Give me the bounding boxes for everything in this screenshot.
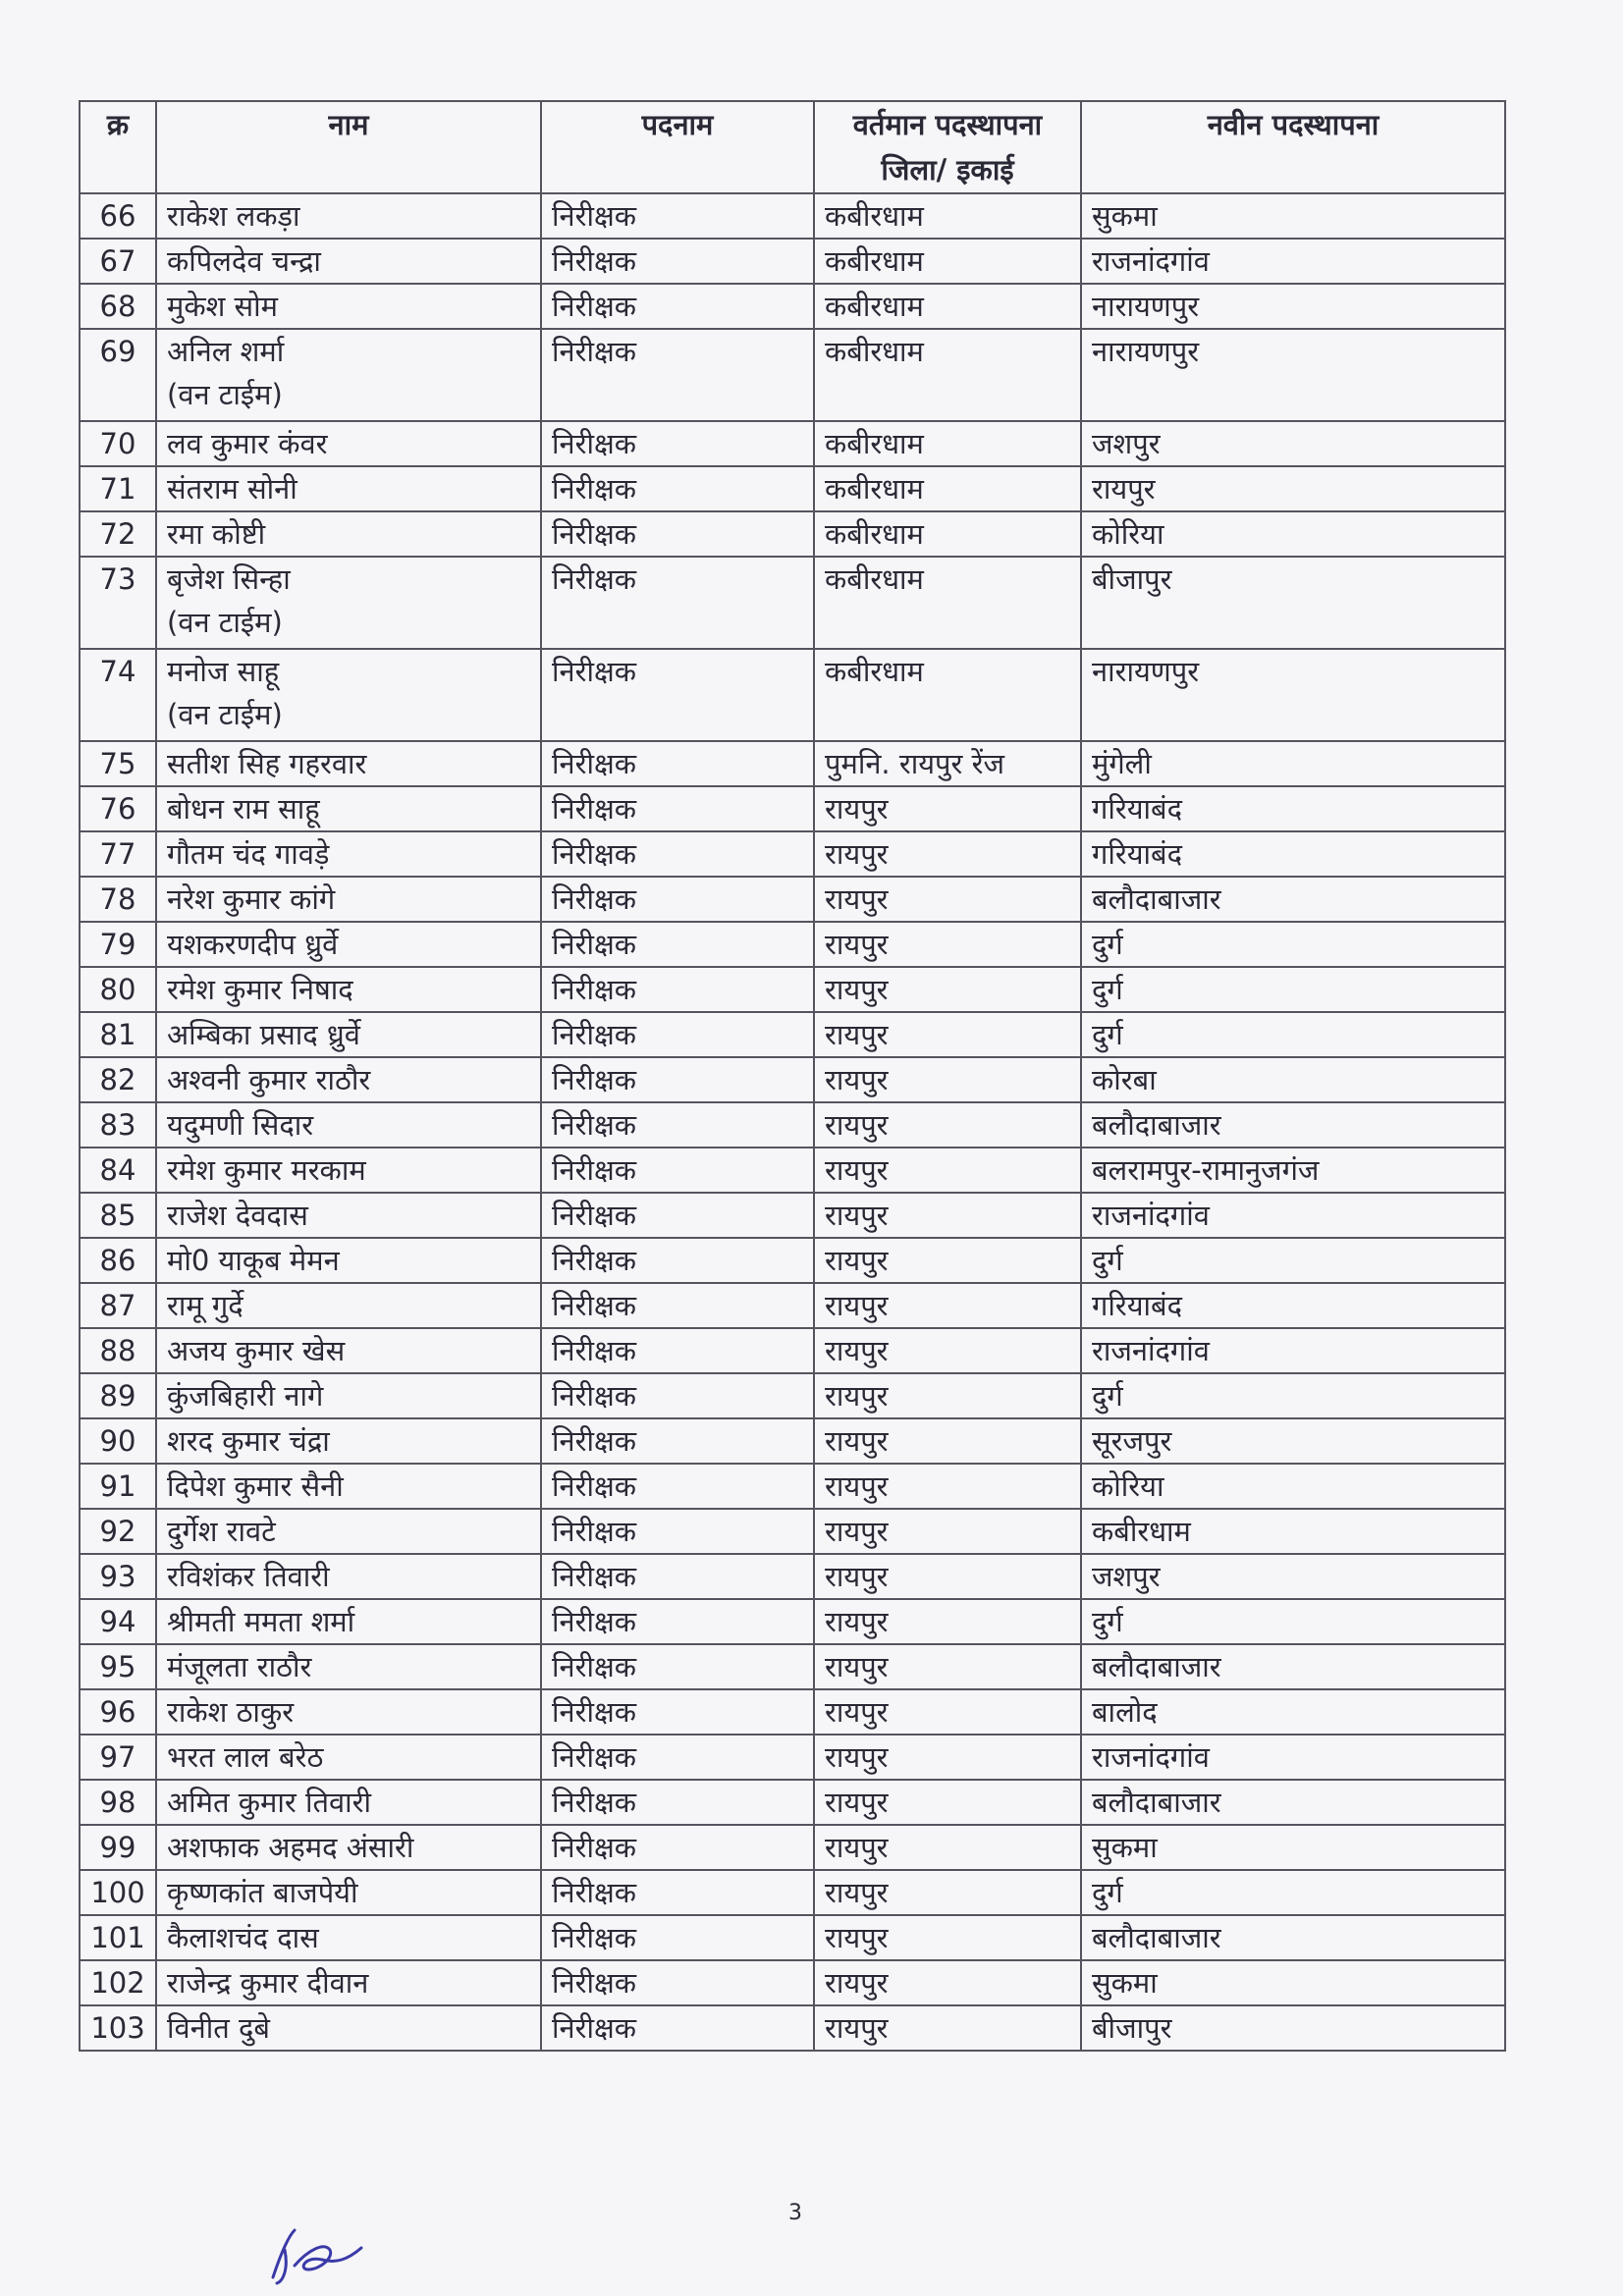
cell-serial: 96 <box>80 1689 156 1735</box>
cell-serial: 68 <box>80 284 156 329</box>
cell-name <box>156 1644 541 1689</box>
cell-designation: निरीक्षक <box>541 967 814 1012</box>
header-designation: पदनाम <box>541 101 814 193</box>
cell-current-posting: कबीरधाम <box>814 284 1081 329</box>
cell-designation: निरीक्षक <box>541 1780 814 1825</box>
cell-current-posting: रायपुर <box>814 831 1081 877</box>
cell-serial: 80 <box>80 967 156 1012</box>
cell-new-posting: दुर्ग <box>1081 1870 1505 1915</box>
cell-current-posting: पुमनि. रायपुर रेंज <box>814 741 1081 786</box>
cell-new-posting: दुर्ग <box>1081 1012 1505 1057</box>
cell-designation: निरीक्षक <box>541 922 814 967</box>
table-row <box>80 1960 1505 2005</box>
table-row <box>80 1418 1505 1464</box>
cell-serial: 86 <box>80 1238 156 1283</box>
cell-new-posting: मुंगेली <box>1081 741 1505 786</box>
cell-serial: 75 <box>80 741 156 786</box>
cell-designation: निरीक्षक <box>541 1012 814 1057</box>
cell-name <box>156 284 541 329</box>
cell-name-line1: मंजूलता राठौर <box>167 1650 312 1683</box>
cell-current-posting: कबीरधाम <box>814 557 1081 649</box>
table-row <box>80 1148 1505 1193</box>
header-serial: क्र <box>80 101 156 193</box>
cell-name <box>156 1960 541 2005</box>
cell-new-posting: गरियाबंद <box>1081 786 1505 831</box>
cell-serial: 90 <box>80 1418 156 1464</box>
cell-current-posting: रायपुर <box>814 1328 1081 1373</box>
cell-current-posting: रायपुर <box>814 1689 1081 1735</box>
cell-designation: निरीक्षक <box>541 1509 814 1554</box>
table-row <box>80 557 1505 649</box>
cell-new-posting: राजनांदगांव <box>1081 1735 1505 1780</box>
cell-name-line1: बोधन राम साहू <box>167 792 320 826</box>
cell-current-posting: रायपुर <box>814 1238 1081 1283</box>
cell-serial: 77 <box>80 831 156 877</box>
cell-name-line1: यशकरणदीप ध्रुर्वे <box>167 928 339 961</box>
cell-current-posting: रायपुर <box>814 1780 1081 1825</box>
cell-designation: निरीक्षक <box>541 1825 814 1870</box>
header-name: नाम <box>156 101 541 193</box>
cell-name-line1: अश्वनी कुमार राठौर <box>167 1063 371 1096</box>
cell-new-posting: सुकमा <box>1081 193 1505 239</box>
cell-serial: 94 <box>80 1599 156 1644</box>
cell-current-posting: रायपुर <box>814 967 1081 1012</box>
cell-name <box>156 1193 541 1238</box>
cell-name-line1: रमा कोष्टी <box>167 517 266 551</box>
cell-designation: निरीक्षक <box>541 2005 814 2051</box>
cell-designation: निरीक्षक <box>541 1870 814 1915</box>
cell-name <box>156 1148 541 1193</box>
cell-name <box>156 421 541 466</box>
cell-designation: निरीक्षक <box>541 1464 814 1509</box>
cell-designation: निरीक्षक <box>541 329 814 421</box>
cell-designation: निरीक्षक <box>541 1238 814 1283</box>
cell-name <box>156 1283 541 1328</box>
cell-serial: 93 <box>80 1554 156 1599</box>
cell-designation: निरीक्षक <box>541 1283 814 1328</box>
cell-designation: निरीक्षक <box>541 511 814 557</box>
cell-current-posting: कबीरधाम <box>814 649 1081 741</box>
cell-name-line1: सतीश सिह गहरवार <box>167 747 367 780</box>
cell-name-line1: भरत लाल बरेठ <box>167 1740 324 1774</box>
cell-current-posting: रायपुर <box>814 786 1081 831</box>
header-current-posting <box>814 101 1081 193</box>
cell-serial: 67 <box>80 239 156 284</box>
cell-new-posting: गरियाबंद <box>1081 831 1505 877</box>
cell-designation: निरीक्षक <box>541 1735 814 1780</box>
cell-name-line2: (वन टाईम) <box>167 378 283 411</box>
cell-designation: निरीक्षक <box>541 193 814 239</box>
cell-designation: निरीक्षक <box>541 1599 814 1644</box>
cell-name <box>156 831 541 877</box>
table-row <box>80 421 1505 466</box>
cell-designation: निरीक्षक <box>541 1644 814 1689</box>
cell-name-line1: रामू गुर्दे <box>167 1289 243 1322</box>
table-row <box>80 1780 1505 1825</box>
table-row <box>80 786 1505 831</box>
cell-name <box>156 649 541 741</box>
cell-current-posting: कबीरधाम <box>814 329 1081 421</box>
cell-name-line1: अम्बिका प्रसाद ध्रुर्वे <box>167 1018 360 1051</box>
cell-name-line1: गौतम चंद गावड़े <box>167 837 330 871</box>
cell-name-line1: कुंजबिहारी नागे <box>167 1379 324 1413</box>
cell-current-posting: कबीरधाम <box>814 511 1081 557</box>
cell-designation: निरीक्षक <box>541 1915 814 1960</box>
cell-current-posting: कबीरधाम <box>814 421 1081 466</box>
cell-name <box>156 1689 541 1735</box>
cell-name-line1: अनिल शर्मा <box>167 335 285 368</box>
cell-current-posting: रायपुर <box>814 1915 1081 1960</box>
cell-name <box>156 329 541 421</box>
cell-name-line1: दुर्गेश रावटे <box>167 1515 276 1548</box>
cell-name-line1: श्रीमती ममता शर्मा <box>167 1605 355 1638</box>
table-row <box>80 1644 1505 1689</box>
cell-current-posting: रायपुर <box>814 1554 1081 1599</box>
cell-new-posting: नारायणपुर <box>1081 329 1505 421</box>
cell-name-line1: दिपेश कुमार सैनी <box>167 1469 344 1503</box>
cell-new-posting: नारायणपुर <box>1081 284 1505 329</box>
cell-current-posting: रायपुर <box>814 1599 1081 1644</box>
cell-name <box>156 1238 541 1283</box>
cell-current-posting: रायपुर <box>814 1373 1081 1418</box>
cell-name-line1: अशफाक अहमद अंसारी <box>167 1831 414 1864</box>
cell-new-posting: बलौदाबाजार <box>1081 877 1505 922</box>
cell-name-line1: शरद कुमार चंद्रा <box>167 1424 330 1458</box>
cell-name <box>156 557 541 649</box>
cell-name <box>156 466 541 511</box>
cell-new-posting: राजनांदगांव <box>1081 1193 1505 1238</box>
cell-name <box>156 1418 541 1464</box>
cell-serial: 98 <box>80 1780 156 1825</box>
cell-new-posting: बलरामपुर-रामानुजगंज <box>1081 1148 1505 1193</box>
table-body <box>80 193 1505 2051</box>
cell-serial: 84 <box>80 1148 156 1193</box>
cell-current-posting: रायपुर <box>814 1193 1081 1238</box>
table-row <box>80 239 1505 284</box>
table-row <box>80 1464 1505 1509</box>
cell-serial: 89 <box>80 1373 156 1418</box>
cell-name-line1: अजय कुमार खेस <box>167 1334 346 1367</box>
cell-current-posting: रायपुर <box>814 2005 1081 2051</box>
cell-new-posting: बलौदाबाजार <box>1081 1915 1505 1960</box>
table-row <box>80 1509 1505 1554</box>
cell-new-posting: बलौदाबाजार <box>1081 1780 1505 1825</box>
cell-serial: 72 <box>80 511 156 557</box>
cell-new-posting: सुकमा <box>1081 1960 1505 2005</box>
transfer-table <box>79 100 1506 2052</box>
table-row <box>80 649 1505 741</box>
cell-current-posting: कबीरधाम <box>814 193 1081 239</box>
cell-serial: 103 <box>80 2005 156 2051</box>
cell-current-posting: रायपुर <box>814 1825 1081 1870</box>
table-row <box>80 511 1505 557</box>
cell-current-posting: रायपुर <box>814 1960 1081 2005</box>
cell-new-posting: रायपुर <box>1081 466 1505 511</box>
cell-name <box>156 1554 541 1599</box>
header-current-posting-line1: वर्तमान पदस्थापना <box>852 108 1043 141</box>
cell-designation: निरीक्षक <box>541 1193 814 1238</box>
table-row <box>80 877 1505 922</box>
cell-current-posting: रायपुर <box>814 1509 1081 1554</box>
cell-designation: निरीक्षक <box>541 741 814 786</box>
table-row <box>80 1599 1505 1644</box>
cell-new-posting: जशपुर <box>1081 421 1505 466</box>
cell-name-line1: नरेश कुमार कांगे <box>167 882 336 916</box>
cell-name <box>156 193 541 239</box>
cell-name <box>156 1057 541 1102</box>
cell-designation: निरीक्षक <box>541 877 814 922</box>
page-number: 3 <box>788 2201 802 2225</box>
table-header-row <box>80 101 1505 193</box>
cell-designation: निरीक्षक <box>541 1328 814 1373</box>
cell-new-posting: कोरिया <box>1081 1464 1505 1509</box>
cell-designation: निरीक्षक <box>541 649 814 741</box>
cell-current-posting: रायपुर <box>814 1283 1081 1328</box>
cell-name-line2: (वन टाईम) <box>167 698 283 731</box>
cell-new-posting: जशपुर <box>1081 1554 1505 1599</box>
cell-name-line1: लव कुमार कंवर <box>167 427 328 460</box>
table-row <box>80 1057 1505 1102</box>
cell-name-line1: कपिलदेव चन्द्रा <box>167 244 321 278</box>
cell-serial: 91 <box>80 1464 156 1509</box>
cell-serial: 69 <box>80 329 156 421</box>
cell-name-line1: राकेश लकड़ा <box>167 199 300 233</box>
cell-designation: निरीक्षक <box>541 466 814 511</box>
cell-designation: निरीक्षक <box>541 1102 814 1148</box>
cell-serial: 79 <box>80 922 156 967</box>
cell-serial: 70 <box>80 421 156 466</box>
cell-serial: 73 <box>80 557 156 649</box>
cell-new-posting: सूरजपुर <box>1081 1418 1505 1464</box>
cell-serial: 66 <box>80 193 156 239</box>
cell-new-posting: बालोद <box>1081 1689 1505 1735</box>
table-row <box>80 1102 1505 1148</box>
table-row <box>80 967 1505 1012</box>
cell-current-posting: रायपुर <box>814 1148 1081 1193</box>
cell-serial: 81 <box>80 1012 156 1057</box>
cell-serial: 92 <box>80 1509 156 1554</box>
header-new-posting: नवीन पदस्थापना <box>1081 101 1505 193</box>
cell-name-line1: अमित कुमार तिवारी <box>167 1786 372 1819</box>
table-row <box>80 2005 1505 2051</box>
cell-name-line1: राजेश देवदास <box>167 1199 308 1232</box>
cell-new-posting: कोरिया <box>1081 511 1505 557</box>
cell-name <box>156 1780 541 1825</box>
cell-name-line1: मो0 याकूब मेमन <box>167 1244 340 1277</box>
cell-serial: 71 <box>80 466 156 511</box>
table-row <box>80 1238 1505 1283</box>
cell-name-line1: कृष्णकांत बाजपेयी <box>167 1876 358 1909</box>
cell-designation: निरीक्षक <box>541 1373 814 1418</box>
cell-designation: निरीक्षक <box>541 1689 814 1735</box>
cell-current-posting: रायपुर <box>814 1735 1081 1780</box>
cell-name-line1: संतराम सोनी <box>167 472 298 506</box>
table-row <box>80 1689 1505 1735</box>
cell-current-posting: रायपुर <box>814 922 1081 967</box>
cell-current-posting: रायपुर <box>814 1644 1081 1689</box>
table-row <box>80 1915 1505 1960</box>
table-row <box>80 193 1505 239</box>
cell-serial: 99 <box>80 1825 156 1870</box>
cell-designation: निरीक्षक <box>541 1057 814 1102</box>
cell-new-posting: गरियाबंद <box>1081 1283 1505 1328</box>
cell-serial: 95 <box>80 1644 156 1689</box>
signature-mark <box>265 2220 373 2289</box>
cell-current-posting: कबीरधाम <box>814 239 1081 284</box>
cell-name <box>156 967 541 1012</box>
cell-name-line1: मनोज साहू <box>167 655 280 688</box>
cell-name <box>156 786 541 831</box>
table-row <box>80 1870 1505 1915</box>
cell-name-line1: राकेश ठाकुर <box>167 1695 295 1729</box>
table-row <box>80 831 1505 877</box>
cell-current-posting: रायपुर <box>814 1870 1081 1915</box>
cell-designation: निरीक्षक <box>541 1960 814 2005</box>
cell-current-posting: रायपुर <box>814 877 1081 922</box>
cell-name <box>156 239 541 284</box>
table-row <box>80 741 1505 786</box>
cell-name <box>156 1825 541 1870</box>
table-row <box>80 1373 1505 1418</box>
cell-new-posting: राजनांदगांव <box>1081 239 1505 284</box>
cell-designation: निरीक्षक <box>541 421 814 466</box>
cell-designation: निरीक्षक <box>541 1148 814 1193</box>
cell-new-posting: कोरबा <box>1081 1057 1505 1102</box>
cell-new-posting: कबीरधाम <box>1081 1509 1505 1554</box>
cell-name <box>156 511 541 557</box>
cell-serial: 78 <box>80 877 156 922</box>
cell-name <box>156 922 541 967</box>
cell-serial: 82 <box>80 1057 156 1102</box>
table-row <box>80 1328 1505 1373</box>
cell-name-line1: विनीत दुबे <box>167 2011 270 2045</box>
cell-new-posting: दुर्ग <box>1081 922 1505 967</box>
cell-designation: निरीक्षक <box>541 1418 814 1464</box>
cell-name-line1: रविशंकर तिवारी <box>167 1560 330 1593</box>
table-row <box>80 1193 1505 1238</box>
cell-designation: निरीक्षक <box>541 831 814 877</box>
cell-new-posting: बीजापुर <box>1081 557 1505 649</box>
cell-serial: 87 <box>80 1283 156 1328</box>
table-row <box>80 1012 1505 1057</box>
table-row <box>80 466 1505 511</box>
cell-serial: 102 <box>80 1960 156 2005</box>
cell-name-line1: राजेन्द्र कुमार दीवान <box>167 1966 369 2000</box>
cell-new-posting: दुर्ग <box>1081 1238 1505 1283</box>
cell-current-posting: रायपुर <box>814 1418 1081 1464</box>
cell-designation: निरीक्षक <box>541 1554 814 1599</box>
cell-designation: निरीक्षक <box>541 239 814 284</box>
cell-serial: 74 <box>80 649 156 741</box>
cell-name-line1: कैलाशचंद दास <box>167 1921 319 1954</box>
cell-name <box>156 1012 541 1057</box>
cell-name-line1: रमेश कुमार मरकाम <box>167 1153 366 1187</box>
cell-name <box>156 1509 541 1554</box>
cell-designation: निरीक्षक <box>541 284 814 329</box>
cell-new-posting: राजनांदगांव <box>1081 1328 1505 1373</box>
cell-current-posting: रायपुर <box>814 1012 1081 1057</box>
cell-current-posting: रायपुर <box>814 1464 1081 1509</box>
header-current-posting-line2: जिला/ इकाई <box>881 153 1014 187</box>
cell-name-line1: रमेश कुमार निषाद <box>167 973 353 1006</box>
cell-new-posting: बलौदाबाजार <box>1081 1644 1505 1689</box>
cell-name-line2: (वन टाईम) <box>167 606 283 639</box>
cell-name-line1: मुकेश सोम <box>167 290 279 323</box>
cell-name <box>156 1735 541 1780</box>
cell-name <box>156 2005 541 2051</box>
cell-name <box>156 1915 541 1960</box>
table-row <box>80 922 1505 967</box>
cell-serial: 85 <box>80 1193 156 1238</box>
cell-name-line1: यदुमणी सिदार <box>167 1108 314 1142</box>
cell-serial: 76 <box>80 786 156 831</box>
cell-name <box>156 1870 541 1915</box>
cell-serial: 101 <box>80 1915 156 1960</box>
cell-serial: 97 <box>80 1735 156 1780</box>
cell-name <box>156 877 541 922</box>
cell-new-posting: दुर्ग <box>1081 967 1505 1012</box>
cell-name <box>156 1599 541 1644</box>
table-row <box>80 1283 1505 1328</box>
cell-serial: 88 <box>80 1328 156 1373</box>
cell-new-posting: बलौदाबाजार <box>1081 1102 1505 1148</box>
table-row <box>80 1554 1505 1599</box>
cell-name <box>156 741 541 786</box>
table-row <box>80 284 1505 329</box>
cell-name <box>156 1328 541 1373</box>
cell-current-posting: रायपुर <box>814 1057 1081 1102</box>
cell-serial: 100 <box>80 1870 156 1915</box>
cell-new-posting: दुर्ग <box>1081 1373 1505 1418</box>
table-row <box>80 329 1505 421</box>
cell-name <box>156 1464 541 1509</box>
cell-name-line1: बृजेश सिन्हा <box>167 562 291 596</box>
cell-new-posting: दुर्ग <box>1081 1599 1505 1644</box>
cell-name <box>156 1373 541 1418</box>
cell-current-posting: रायपुर <box>814 1102 1081 1148</box>
cell-serial: 83 <box>80 1102 156 1148</box>
cell-current-posting: कबीरधाम <box>814 466 1081 511</box>
table-row <box>80 1735 1505 1780</box>
cell-designation: निरीक्षक <box>541 786 814 831</box>
cell-new-posting: सुकमा <box>1081 1825 1505 1870</box>
cell-name <box>156 1102 541 1148</box>
cell-new-posting: नारायणपुर <box>1081 649 1505 741</box>
table-row <box>80 1825 1505 1870</box>
cell-designation: निरीक्षक <box>541 557 814 649</box>
cell-new-posting: बीजापुर <box>1081 2005 1505 2051</box>
